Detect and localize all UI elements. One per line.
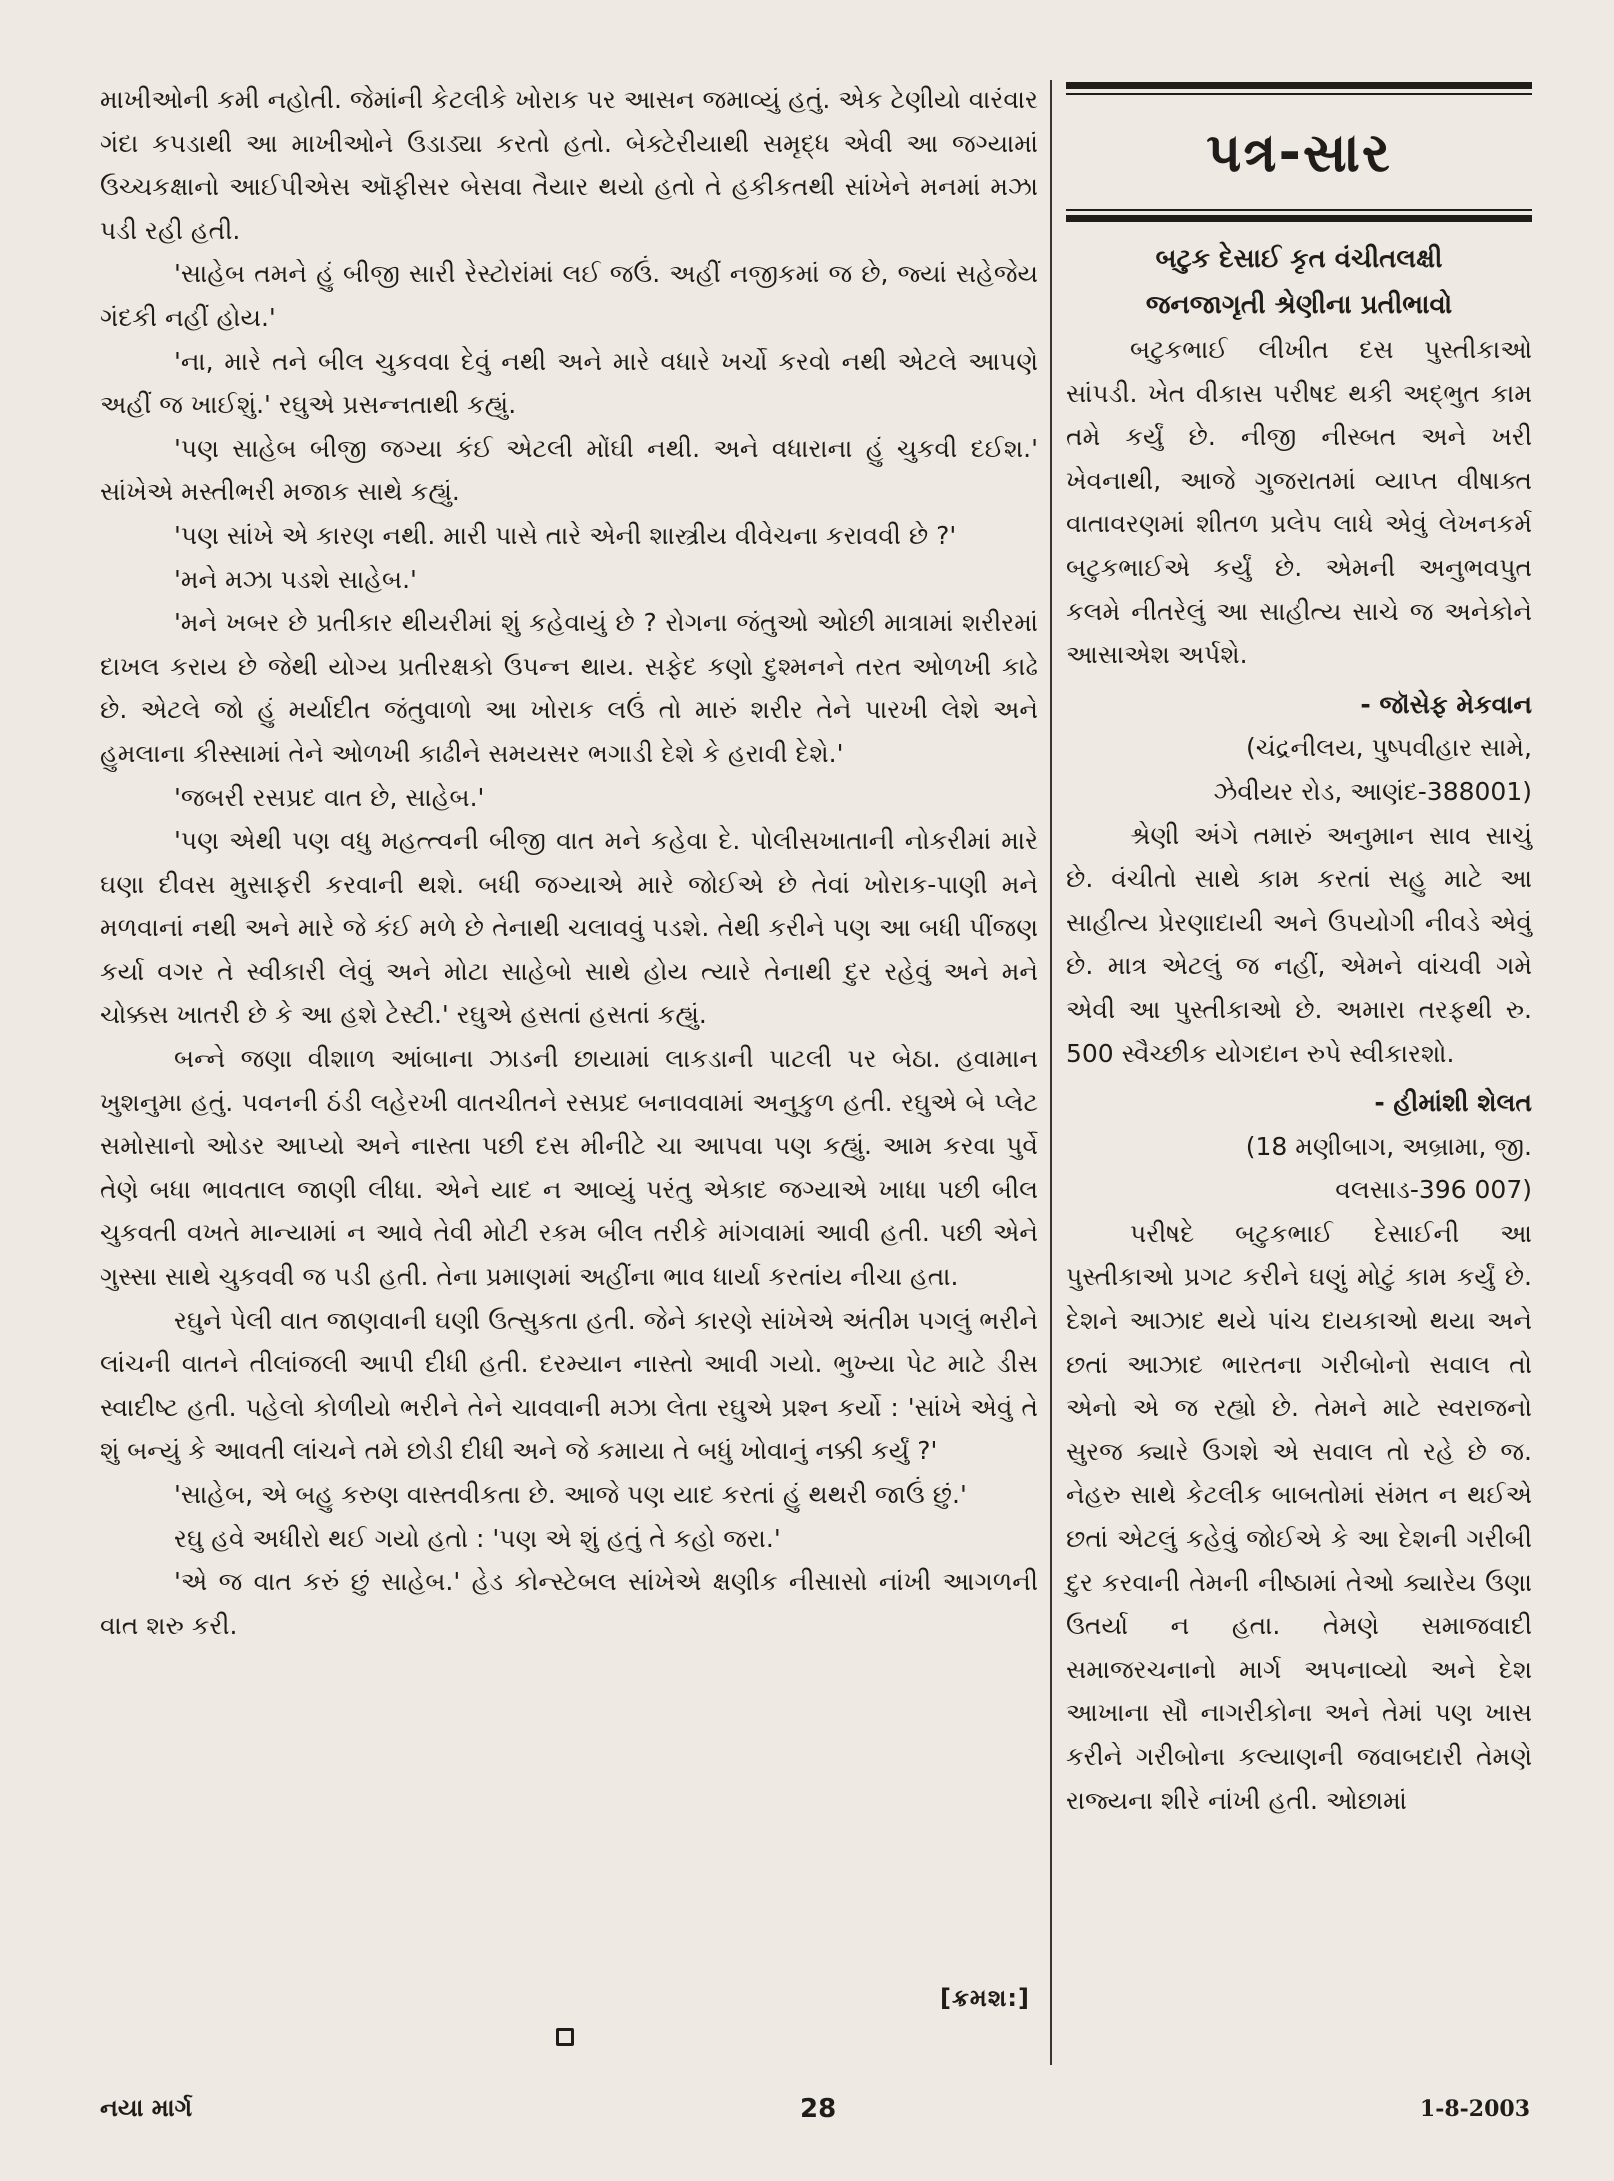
continued-marker: [ક્રમશ:]: [940, 1984, 1030, 2012]
letter-signature: - હીમાંશી શેલત: [1374, 1088, 1532, 1118]
story-paragraph: 'પણ સાંખે એ કારણ નથી. મારી પાસે તારે એની શાસ્ત્રીય વીવેચના કરાવવી છે ?': [174, 520, 957, 550]
story-paragraph: 'પણ સાહેબ બીજી જગ્યા કંઈ એટલી મોંઘી નથી. અને વધારાના હું ચુકવી દઈશ.' સાંખેએ મસ્તીભરી મજાક સાથે કહ્યું.: [100, 433, 1038, 507]
page-footer: [100, 2094, 1530, 2134]
title-rule-bottom: [1066, 209, 1532, 222]
letter-address: (ચંદ્રનીલય, પુષ્પવીહાર સામે,: [1246, 733, 1532, 763]
story-paragraph: 'મને મઝા પડશે સાહેબ.': [174, 564, 417, 594]
story-paragraph: 'જબરી રસપ્રદ વાત છે, સાહેબ.': [174, 782, 485, 812]
letter-signature: - જૉસેફ મેકવાન: [1360, 689, 1532, 719]
story-paragraph: માખીઓની કમી નહોતી. જેમાંની કેટલીકે ખોરાક પર આસન જમાવ્યું હતું. એક ટેણીયો વારંવાર ગંદા કપડાથી આ માખીઓને ઉડાડ્યા કરતો હતો. બેક્ટેરીયાથી સમૃદ્ધ એવી આ જગ્યામાં ઉચ્ચકક્ષાનો આઈપીએસ ઑફીસર બેસવા તૈયાર થયો હતો તે હકીકતથી સાંખેને મનમાં મઝા પડી રહી હતી.: [100, 85, 1038, 245]
letters-headline: [1066, 236, 1532, 328]
story-paragraph: રઘુ હવે અધીરો થઈ ગયો હતો : 'પણ એ શું હતું તે કહો જરા.': [174, 1523, 781, 1553]
story-paragraph: 'પણ એથી પણ વધુ મહત્ત્વની બીજી વાત મને કહેવા દે. પોલીસખાતાની નોકરીમાં મારે ઘણા દીવસ મુસાફરી કરવાની થશે. બધી જગ્યાએ મારે જોઈએ છે તેવાં ખોરાક-પાણી મને મળવાનાં નથી અને મારે જે કંઈ મળે છે તેનાથી ચલાવવું પડશે. તેથી કરીને પણ આ બધી પીંજણ કર્યા વગર તે સ્વીકારી લેવું અને મોટા સાહેબો સાથે હોય ત્યારે તેનાથી દુર રહેવું અને મને ચોક્કસ ખાતરી છે કે આ હશે ટેસ્ટી.' રઘુએ હસતાં હસતાં કહ્યું.: [100, 826, 1038, 1030]
story-paragraph: 'એ જ વાત કરું છું સાહેબ.' હેડ કોન્સ્ટેબલ સાંખેએ ક્ષણીક નીસાસો નાંખી આગળની વાત શરુ કરી.: [100, 1567, 1038, 1640]
column-divider: [1050, 80, 1052, 2065]
title-rule-top: [1066, 82, 1532, 95]
story-paragraph: 'સાહેબ તમને હું બીજી સારી રેસ્ટોરાંમાં લઈ જઉં. અહીં નજીકમાં જ છે, જ્યાં સહેજેય ગંદકી નહીં હોય.': [100, 259, 1038, 332]
story-paragraph: 'સાહેબ, એ બહુ કરુણ વાસ્તવીકતા છે. આજે પણ યાદ કરતાં હું થથરી જાઉં છું.': [174, 1480, 967, 1509]
story-paragraph: 'મને ખબર છે પ્રતીકાર થીયરીમાં શું કહેવાયું છે ? રોગના જંતુઓ ઓછી માત્રામાં શરીરમાં દાખલ કરાય છે જેથી યોગ્ય પ્રતીરક્ષકો ઉપન્ન થાય. સફેદ કણો દુશ્મનને તરત ઓળખી કાઢે છે. એટલે જો હું મર્યાદીત જંતુવાળો આ ખોરાક લઉં તો મારું શરીર તેને પારખી લેશે અને હુમલાના કીસ્સામાં તેને ઓળખી કાઢીને સમયસર ભગાડી દેશે કે હરાવી દેશે.': [100, 608, 1038, 768]
headline-line: જનજાગૃતી શ્રેણીના પ્રતીભાવો: [1145, 290, 1453, 320]
end-square-icon: [556, 2028, 574, 2046]
issue-date: 1-8-2003: [1419, 2096, 1530, 2122]
story-paragraph: બન્ને જણા વીશાળ આંબાના ઝાડની છાયામાં લાકડાની પાટલી પર બેઠા. હવામાન ખુશનુમા હતું. પવનની ઠંડી લહેરખી વાતચીતને રસપ્રદ બનાવવામાં અનુકુળ હતી. રઘુએ બે પ્લેટ સમોસાનો ઓડર આપ્યો અને નાસ્તા પછી દસ મીનીટે ચા આપવા પણ કહ્યું. આમ કરવા પુર્વે તેણે બધા ભાવતાલ જાણી લીધા. એને યાદ ન આવ્યું પરંતુ એકાદ જગ્યાએ ખાધા પછી બીલ ચુકવતી વખતે માન્યામાં ન આવે તેવી મોટી રકમ બીલ તરીકે માંગવામાં આવી હતી. પછી એને ગુસ્સા સાથે ચુકવવી જ પડી હતી. તેના પ્રમાણમાં અહીંના ભાવ ધાર્યા કરતાંય નીચા હતા.: [100, 1044, 1038, 1292]
headline-line: બટુક દેસાઈ કૃત વંચીતલક્ષી: [1155, 244, 1443, 274]
letter-body: પરીષદે બટુકભાઈ દેસાઈની આ પુસ્તીકાઓ પ્રગટ કરીને ઘણું મોટું કામ કર્યું છે. દેશને આઝાદ થયે પાંચ દાયકાઓ થયા અને છતાં આઝાદ ભારતના ગરીબોનો સવાલ તો એનો એ જ રહ્યો છે. તેમને માટે સ્વરાજનો સુરજ ક્યારે ઉગશે એ સવાલ તો રહે છે જ. નેહરુ સાથે કેટલીક બાબતોમાં સંમત ન થઈએ છતાં એટલું કહેવું જોઈએ કે આ દેશની ગરીબી દુર કરવાની તેમની નીષ્ઠામાં તેઓ ક્યારેય ઉણા ઉતર્યા ન હતા. તેમણે સમાજવાદી સમાજરચનાનો માર્ગ અપનાવ્યો અને દેશ આખાના સૌ નાગરીકોના અને તેમાં પણ ખાસ કરીને ગરીબોના કલ્યાણની જવાબદારી તેમણે રાજ્યના શીરે નાંખી હતી. ઓછામાં: [1066, 1218, 1532, 1815]
letter-address: વલસાડ-396 007): [1335, 1175, 1532, 1205]
letter-body: બટુકભાઈ લીખીત દસ પુસ્તીકાઓ સાંપડી. ખેત વીકાસ પરીષદ થકી અદ્ભુત કામ તમે કર્યું છે. નીજી નીસ્બત અને ખરી ખેવનાથી, આજે ગુજરાતમાં વ્યાપ્ત વીષાક્ત વાતાવરણમાં શીતળ પ્રલેપ લાધે એવું લેખનકર્મ બટુકભાઈએ કર્યું છે. એમની અનુભવપુત કલમે નીતરેલું આ સાહીત્ય સાચે જ અનેકોને આસાએશ અર્પશે.: [1066, 335, 1532, 670]
letter-body: શ્રેણી અંગે તમારું અનુમાન સાવ સાચું છે. વંચીતો સાથે કામ કરતાં સહુ માટે આ સાહીત્ય પ્રેરણાદાયી અને ઉપયોગી નીવડે એવું છે. માત્ર એટલું જ નહીં, એમને વાંચવી ગમે એવી આ પુસ્તીકાઓ છે. અમારા તરફથી રુ. 500 સ્વૈચ્છીક યોગદાન રુપે સ્વીકારશો.: [1066, 820, 1532, 1068]
letters-title: પત્ર-સાર: [1206, 121, 1392, 184]
letters-column: [1066, 78, 1532, 1822]
story-column: [100, 78, 1038, 2038]
story-paragraph: રઘુને પેલી વાત જાણવાની ઘણી ઉત્સુકતા હતી. જેને કારણે સાંખેએ અંતીમ પગલું ભરીને લાંચની વાતને તીલાંજલી આપી દીધી હતી. દરમ્યાન નાસ્તો આવી ગયો. ભુખ્યા પેટ માટે ડીસ સ્વાદીષ્ટ હતી. પહેલો કોળીયો ભરીને તેને ચાવવાની મઝા લેતા રઘુએ પ્રશ્ન કર્યો : 'સાંખે એવું તે શું બન્યું કે આવતી લાંચને તમે છોડી દીધી અને જે કમાયા તે બધું ખોવાનું નક્કી કર્યું ?': [100, 1305, 1038, 1466]
page-number: 28: [800, 2094, 837, 2124]
letter-address: (18 મણીબાગ, અબ્રામા, જી.: [1245, 1131, 1532, 1161]
letter-address: ઝેવીયર રોડ, આણંદ-388001): [1213, 776, 1532, 806]
magazine-name: નયા માર્ગ: [100, 2094, 193, 2122]
story-paragraph: 'ના, મારે તને બીલ ચુકવવા દેવું નથી અને મારે વધારે ખર્ચો કરવો નથી એટલે આપણે અહીં જ ખાઈશું.' રઘુએ પ્રસન્નતાથી કહ્યું.: [100, 346, 1038, 420]
